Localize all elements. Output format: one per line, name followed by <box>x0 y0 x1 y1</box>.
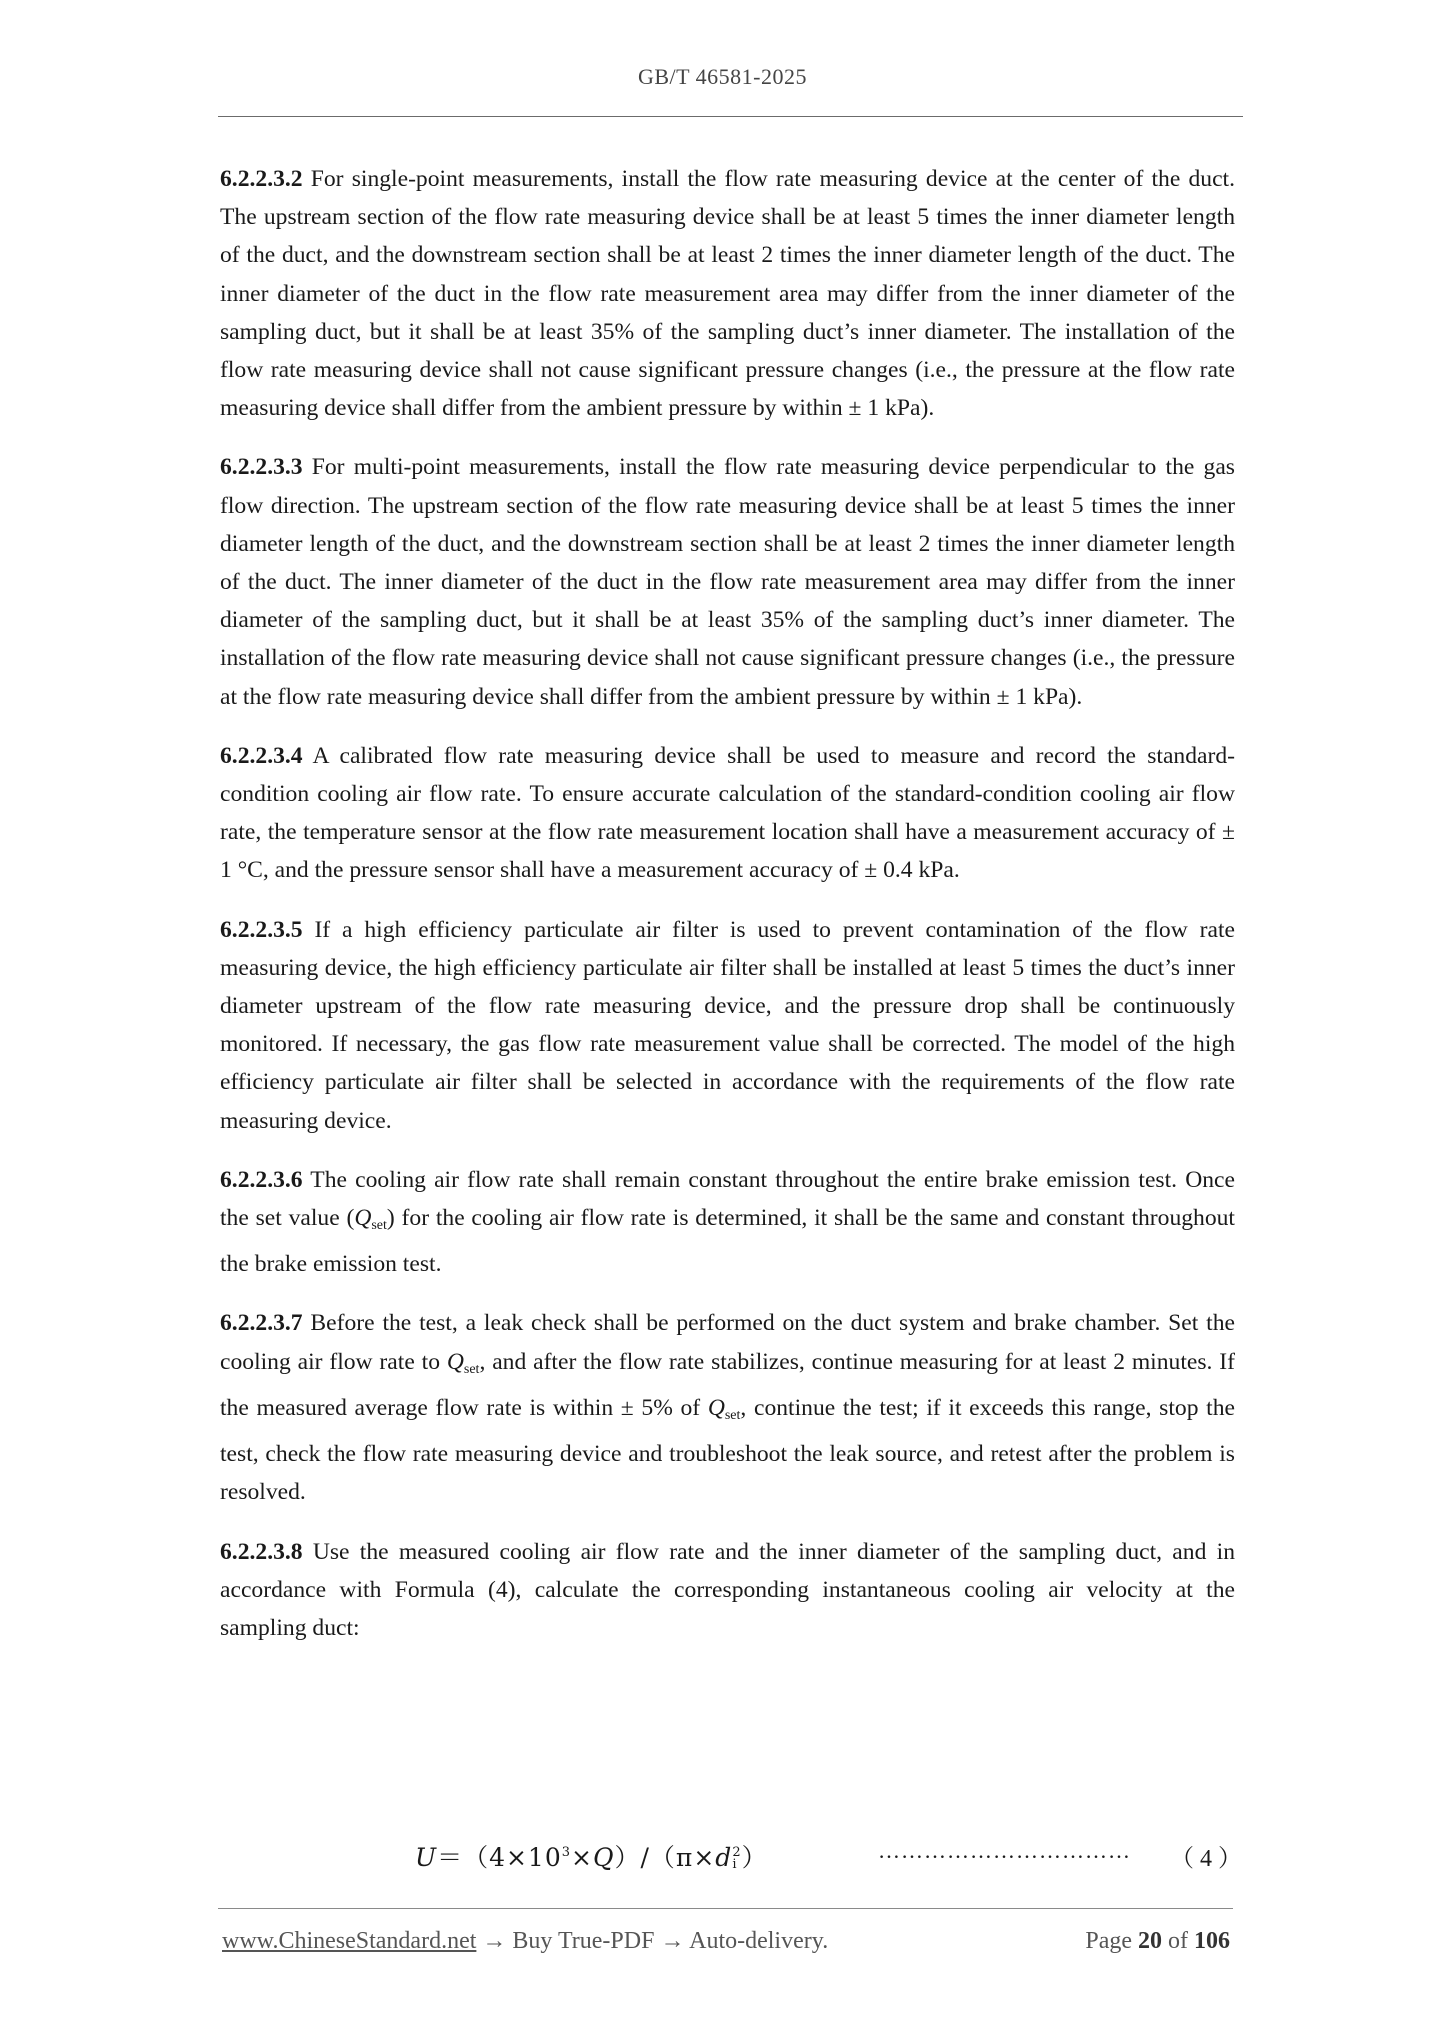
formula-part: ＝（4×10 <box>437 1843 562 1872</box>
header-divider <box>218 116 1243 117</box>
formula-lhs: U <box>415 1843 438 1872</box>
q-symbol: Q <box>354 1205 372 1232</box>
document-id-header: GB/T 46581-2025 <box>637 64 808 89</box>
formula-d-sub: i <box>732 1857 738 1872</box>
formula-d-scripts <box>732 1847 741 1871</box>
document-body <box>220 160 1235 1668</box>
clause-6-2-2-3-8 <box>220 1533 1235 1648</box>
total-pages: 106 <box>1194 1928 1230 1954</box>
q-subscript: set <box>724 1407 741 1423</box>
footer-divider <box>218 1908 1233 1909</box>
clause-text: If a high efficiency particulate air filter is used to prevent contamination of the flow rate measuring device, the high efficiency particulate air filter shall be installed at least 5 times the duct’s inner diameter upstream of the flow rate measuring device, and the pressure drop shall be continuously monitored. If necessary, the gas flow rate measurement value shall be corrected. The model of the high efficiency particulate air filter shall be selected in accordance with the requirements of the flow rate measuring device. <box>220 916 1235 1134</box>
clause-text: , and after the flow rate stabilizes, continue measuring for at least 2 minutes. If the measured average flow rate is within ± 5% of <box>220 1348 1235 1421</box>
formula-part: × <box>571 1843 593 1872</box>
page-of: of <box>1162 1928 1194 1954</box>
clause-number: 6.2.2.3.6 <box>220 1166 303 1193</box>
clause-text: ) for the cooling air flow rate is determined, it shall be the same and constant throughout the brake emission test. <box>220 1205 1235 1278</box>
page-label: Page <box>1085 1928 1138 1954</box>
clause-number: 6.2.2.3.2 <box>220 166 303 192</box>
clause-6-2-2-3-2 <box>220 160 1235 427</box>
q-subscript: set <box>371 1218 387 1234</box>
formula-d: d <box>715 1843 733 1872</box>
page-number <box>1085 1928 1230 1955</box>
clause-number: 6.2.2.3.5 <box>220 916 303 943</box>
website-link[interactable]: www.ChineseStandard.net <box>222 1928 477 1954</box>
formula-part: ） <box>741 1843 768 1872</box>
formula-expression <box>415 1838 768 1874</box>
q-subscript: set <box>463 1361 480 1377</box>
clause-6-2-2-3-3 <box>220 448 1235 715</box>
clause-6-2-2-3-4 <box>220 737 1235 890</box>
clause-text: , continue the test; if it exceeds this range, stop the test, check the flow rate measuring device and troubleshoot the leak source, and retest after the problem is resolved. <box>220 1394 1235 1506</box>
q-symbol: Q <box>707 1394 725 1421</box>
formula-exponent: 3 <box>561 1845 572 1860</box>
formula-leader-dots: …………………………… <box>878 1838 1131 1863</box>
clause-text: For single-point measurements, install the flow rate measuring device at the center of the duct. The upstream section of the flow rate measuring device shall be at least 5 times the inner diameter length of the duct, and the downstream section shall be at least 2 times the inner diameter length of the duct. The inner diameter of the duct in the flow rate measurement area may differ from the inner diameter of the sampling duct, but it shall be at least 35% of the sampling duct’s inner diameter. The installation of the flow rate measuring device shall not cause significant pressure changes (i.e., the pressure at the flow rate measuring device shall differ from the ambient pressure by within ± 1 kPa). <box>220 166 1235 422</box>
clause-text: A calibrated flow rate measuring device shall be used to measure and record the standard-condition cooling air flow rate. To ensure accurate calculation of the standard-condition cooling air flow rate, the temperature sensor at the flow rate measurement location shall have a measurement accuracy of ± 1 °C, and the pressure sensor shall have a measurement accuracy of ± 0.4 kPa. <box>220 742 1235 884</box>
q-symbol: Q <box>446 1348 464 1375</box>
formula-d-sup: 2 <box>732 1845 742 1860</box>
clause-number: 6.2.2.3.3 <box>220 454 303 481</box>
formula-4 <box>0 1838 1445 1878</box>
formula-part: ）/（π× <box>614 1843 716 1872</box>
formula-q: Q <box>592 1843 615 1872</box>
clause-number: 6.2.2.3.4 <box>220 742 303 769</box>
clause-text: For multi-point measurements, install the flow rate measuring device perpendicular to the gas flow direction. The upstream section of the flow rate measuring device shall be at least 5 times the inner diameter length of the duct, and the downstream section shall be at least 2 times the inner diameter length of the duct. The inner diameter of the duct in the flow rate measurement area may differ from the inner diameter of the sampling duct, but it shall be at least 35% of the sampling duct’s inner diameter. The installation of the flow rate measuring device shall not cause significant pressure changes (i.e., the pressure at the flow rate measuring device shall differ from the ambient pressure by within ± 1 kPa). <box>220 454 1235 710</box>
page-footer <box>222 1928 1230 1962</box>
footer-promo <box>222 1928 828 1955</box>
clause-6-2-2-3-6 <box>220 1161 1235 1284</box>
footer-promo-text: → Buy True-PDF → Auto-delivery. <box>476 1928 829 1954</box>
clause-text: Before the test, a leak check shall be performed on the duct system and brake chamber. Set the cooling air flow rate to <box>220 1310 1235 1375</box>
clause-6-2-2-3-7 <box>220 1304 1235 1511</box>
clause-text: The cooling air flow rate shall remain constant throughout the entire brake emission test. Once the set value ( <box>220 1166 1235 1232</box>
clause-text: Use the measured cooling air flow rate and the inner diameter of the sampling duct, and in accordance with Formula (4), calculate the corresponding instantaneous cooling air velocity at the sampling duct: <box>220 1538 1235 1641</box>
clause-6-2-2-3-5 <box>220 911 1235 1140</box>
formula-number: （ 4 ） <box>1170 1846 1242 1872</box>
clause-number: 6.2.2.3.8 <box>220 1538 303 1565</box>
clause-number: 6.2.2.3.7 <box>220 1310 303 1337</box>
current-page: 20 <box>1138 1928 1162 1954</box>
